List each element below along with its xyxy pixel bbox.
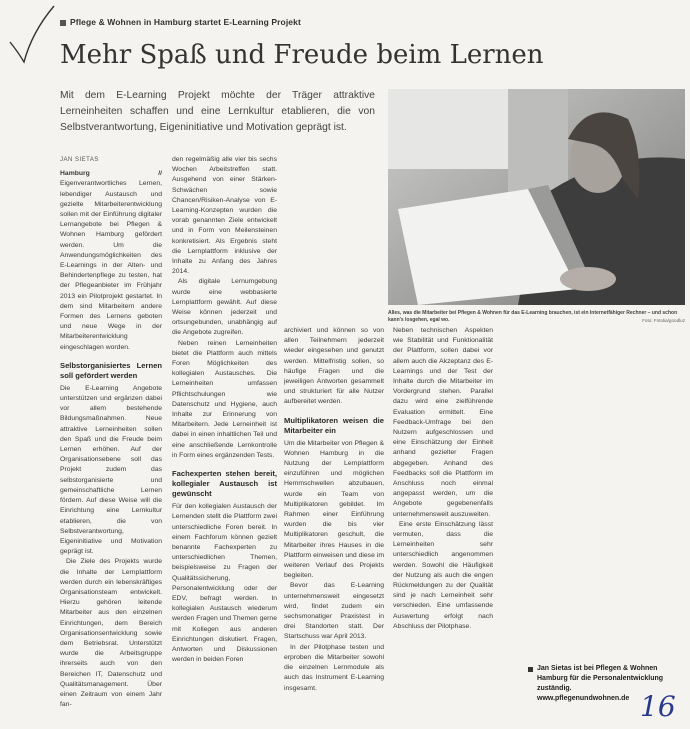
kicker: Pflege & Wohnen in Hamburg startet E-Learning Projekt bbox=[60, 17, 301, 27]
article-column-4 bbox=[393, 326, 493, 726]
paragraph: Hamburg // Eigenverantwortliches Lernen, lebendiger Austausch und gezielte Mitarbeiterentwicklung sollen mit der Einführung digitaler Lernangebote bei Pflegen & Wohnen Hamburg gefördert werden. Um die Anwendungsmöglichkeiten des E-Learnings in der Alten- und Behindertenpflege zu testen, hat der Pflegeanbieter im Frühjahr 2013 ein Pilotprojekt gestartet. In dem sind Mitarbeitern andere Formen des Lernens geboten und neue Wege in der Mitarbeiterentwicklung eingeschlagen worden. bbox=[60, 170, 162, 351]
paragraph: Eine erste Einschätzung lässt vermuten, dass die Lerneinheiten sehr unterschiedlich angenommen werden. Sowohl die Häufigkeit der Nutzung als auch die engen Rückmeldungen zu der Qualität sind je nach Lerneinheit sehr verschieden. Eine umfassende Auswertung erfolgt nach Abschluss der Pilotphase. bbox=[393, 520, 493, 630]
paragraph: In der Pilotphase testen und erproben die Mitarbeiter sowohl die einzelnen Lernmodule als auch das Instrument E-Learning insgesamt. bbox=[284, 643, 384, 692]
bio-square-icon bbox=[528, 667, 533, 672]
handdrawn-check-icon bbox=[6, 2, 58, 66]
article-column-2 bbox=[172, 155, 277, 725]
paragraph: den regelmäßig alle vier bis sechs Wochen Arbeitstreffen statt. Ausgehend von einer Stärken-Schwächen sowie Chancen/Risiken-Analyse von E-Learning-Konzepten wurden die vorab genannten Ziele entwickelt und in Form von Meilensteinen konkretisiert. Als Ergebnis steht die Lernplattform inklusive der Inhalte zu Anfang des Jahres 2014. bbox=[172, 156, 277, 276]
subheading: Fachexperten stehen bereit, kollegialer Austausch ist gewünscht bbox=[172, 469, 277, 499]
paragraph: Neben reinen Lerneinheiten bietet die Plattform auch mittels Foren Möglichkeiten des kollegialen Austausches. Die Lerneinheiten umfassen Pflichtschulungen wie Datenschutz und Hygiene, auch Inhalte zur Erinnerung von Mitarbeitern. Jede Lerneinheit ist dabei in einen inhaltlichen Teil und eine anschließende Lernkontrolle in Form eines ergänzenden Tests. bbox=[172, 339, 277, 459]
paragraph: Als digitale Lernumgebung wurde eine webbasierte Lernplattform gewählt. Auf diese Weise können jederzeit und ortsungebunden, unabhängig auf die Angebote zugreifen. bbox=[172, 278, 277, 337]
photo-credit: Foto: Fotolia/goodluz bbox=[642, 318, 685, 323]
page-number: 16 bbox=[640, 690, 676, 723]
photo-woman-with-laptop bbox=[388, 89, 685, 305]
paragraph: Die E-Learning Angebote unterstützen und ergänzen dabei vor allem bestehende Bildungsmaßnahmen. Neue attraktive Lerneinheiten sollen den Spaß und die Freude beim Lernen erhöhen. Auf der Organisationsebene soll das Projekt zudem das selbstorganisierte und gemeinschaftliche Lernen fördern. Auf diese Weise will die Einrichtung eine Lernkultur etablieren, die von Selbstverantwortung, Eigeninitiative und Motivation geprägt ist. bbox=[60, 384, 162, 556]
headline: Mehr Spaß und Freude beim Lernen bbox=[60, 40, 544, 70]
lead-paragraph: Mit dem E-Learning Projekt möchte der Träger attraktive Lerneinheiten schaffen und eine Lernkultur etablieren, die von Selbstverantwortung, Eigeninitiative und Motivation geprägt ist. bbox=[60, 90, 375, 133]
dateline: Hamburg // bbox=[60, 170, 162, 178]
paragraph: archiviert und können so von allen Teilnehmern jederzeit wieder eingesehen und genutzt werden. Mittelfristig sollen, so häufige Fragen und die jeweiligen Antworten gesammelt und strukturiert für alle Nutzer aufbereitet werden. bbox=[284, 327, 384, 406]
photo-illustration bbox=[388, 89, 685, 305]
article-column-3 bbox=[284, 326, 384, 726]
author-bio-text: Jan Sietas ist bei Pflegen & Wohnen Hamburg für die Personalentwicklung zuständig. bbox=[537, 665, 664, 692]
article-column-1 bbox=[60, 155, 162, 725]
kicker-square-icon bbox=[60, 20, 66, 26]
paragraph: Für den kollegialen Austausch der Lernenden stellt die Plattform zwei unterschiedliche Foren bereit. In einem Fachforum können gezielt benannte Fachexperten zu unterschiedlichen Themen, beispielsweise zu Fragen der Qualitätssicherung, Personalentwicklung oder der EDV, befragt werden. In kollegialen Austausch wiederum werden Fragen und Themen gerne mit Kollegen aus anderen Einrichtungen diskutiert. Fragen, Antworten und Diskussionen werden in beiden Foren bbox=[172, 503, 277, 664]
paragraph: Die Ziele des Projekts wurde die Inhalte der Lernplattform werden durch ein lebenskräftiges Organisationsteam entwickelt. Hierzu gehören leitende Mitarbeiter aus den einzelnen Einrichtungen, dem Bereich Organisationsentwicklung sowie dem Betriebsrat. Unterstützt wurde die Arbeitsgruppe ihrerseits auch von den Bereichen IT, Datenschutz und Qualitätsmanagement. Über einen Zeitraum von einem Jahr fan- bbox=[60, 558, 162, 709]
subheading: Selbstorganisiertes Lernen soll gefördert werden bbox=[60, 360, 162, 380]
author-bio-url[interactable]: www.pflegenundwohnen.de bbox=[537, 695, 630, 702]
photo-caption: Alles, was die Mitarbeiter bei Pflegen & Wohnen für das E-Learning brauchen, ist ein Internetfähiger Rechner – und schon kann's losgehen, egal wo. Foto: Fotolia/goodluz bbox=[388, 310, 685, 323]
subheading: Multiplikatoren weisen die Mitarbeiter ein bbox=[284, 415, 384, 435]
paragraph: Um die Mitarbeiter von Pflegen & Wohnen Hamburg in die Nutzung der Lernplattform einzuführen und möglichen Hemmschwellen abzubauen, wurde ein Team von Multiplikatoren gebildet. Im Rahmen einer Einführung wurden die bis vier Multiplikatoren geschult, die Mitarbeiter ihres Hauses in die Plattform einweisen und diese im weiteren Verlauf des Projekts begleiten. bbox=[284, 439, 384, 580]
paragraph: Bevor das E-Learning unternehmensweit eingesetzt wird, findet zudem ein sechsmonatiger Praxistest in drei Standorten statt. Der Startschuss war April 2013. bbox=[284, 582, 384, 641]
paragraph: Neben technischen Aspekten wie Stabilität und Funktionalität der Plattform, sollen dabei vor allem auch die Akzeptanz des E-Learnings und der Test der Inhalte durch die Mitarbeiter im Vordergrund stehen. Parallel dazu wird eine zielführende Evaluation ermittelt. Eine Feedback-Umfrage bei den Nutzern aufgeschlossen und eine Einschätzung der Einheit anhand gezielter Fragen abgegeben. Anhand des Feedbacks soll die Plattform im Anschluss noch einmal angepasst werden, um die Angebote gegebenenfalls unternehmensweit auszuweiten. bbox=[393, 327, 493, 518]
byline: JAN SIETAS bbox=[60, 157, 99, 163]
